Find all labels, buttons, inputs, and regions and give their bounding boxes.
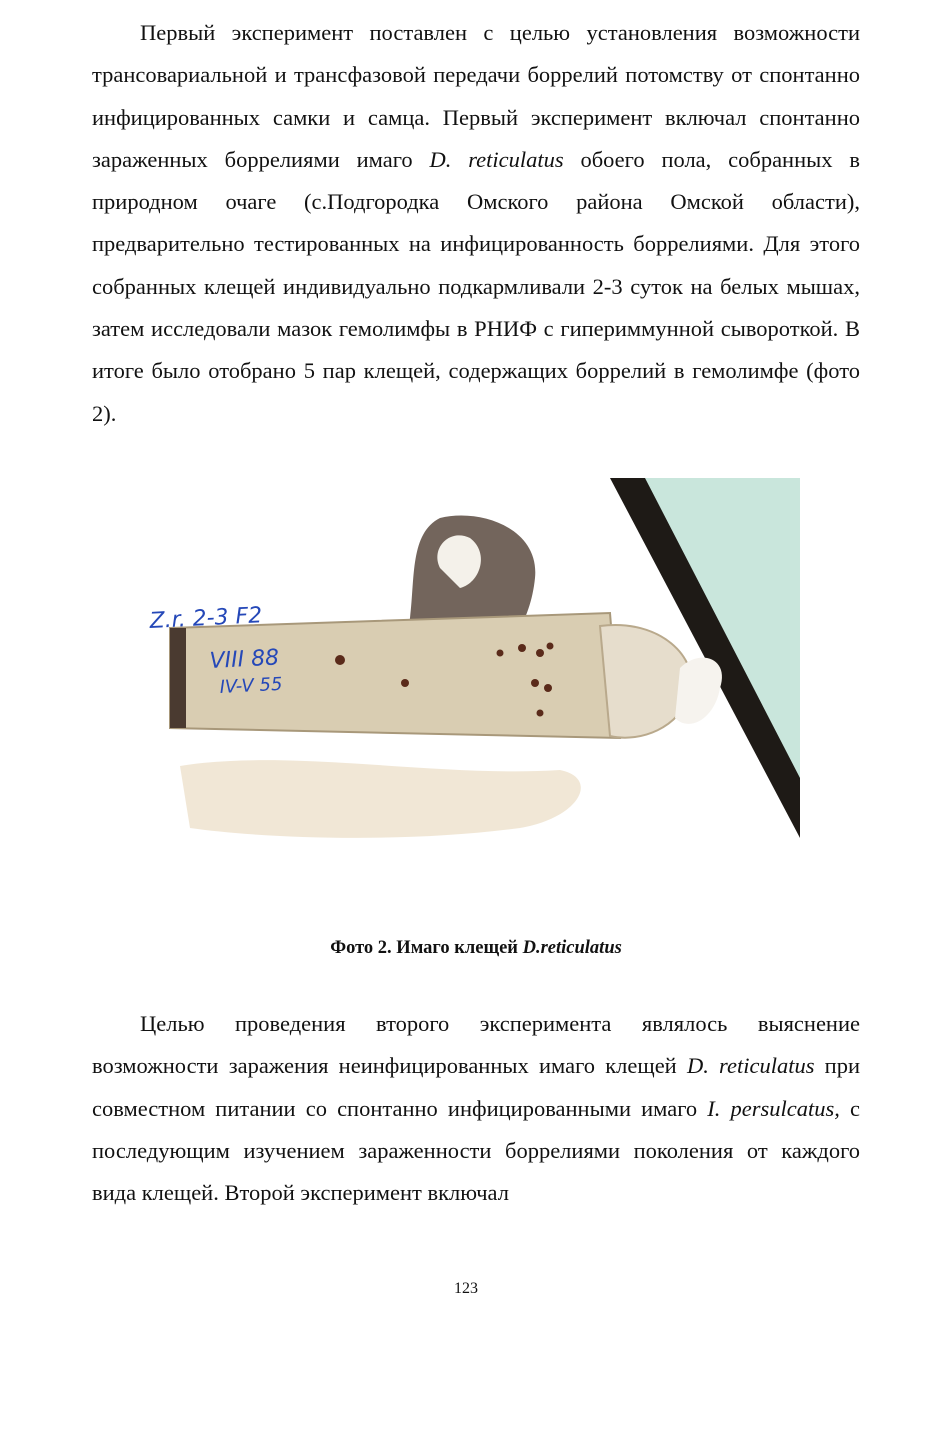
photo-tube-bottom [170,628,186,728]
tick-dot [547,643,554,650]
tube-label-1: Z.r. 2-3 F2 [149,603,263,634]
photo-smudge [180,760,581,838]
paragraph-2-text-b: при совместном питании со спонтанно инфицированными имаго [92,1053,861,1121]
paragraph-2 [92,1003,860,1214]
photo-illustration [140,478,800,890]
caption-label: Фото 2. Имаго клещей [330,938,523,958]
tube-label-2: VIII 88 [209,645,280,674]
tick-dot [497,650,504,657]
paragraph-2-text-c: с последующим изучением зараженности боррелиями поколения от каждого вида клещей. Второй эксперимент включал [92,1095,860,1206]
photo-ticks-in-tube [140,478,800,890]
paragraph-2-text-a: Целью проведения второго эксперимента являлось выяснение возможности заражения неинфицированных имаго клещей [92,1011,860,1079]
tick-dot [537,710,544,717]
tick-dot [518,644,526,652]
tick-dot [401,679,409,687]
tick-dot [531,679,539,687]
species-name: D. reticulatus [429,146,564,172]
tick-dot [536,649,544,657]
photo-cotton-plug [675,658,722,724]
paragraph-1 [92,12,860,435]
tick-dot [544,684,552,692]
photo-tube-cap [600,625,692,738]
page-number: 123 [454,1280,478,1297]
caption-species: D.reticulatus [522,938,622,958]
species-name: I. persulcatus, [707,1095,840,1121]
paragraph-1-text-b: обоего пола, собранных в природном очаге (с.Подгородка Омского района Омской области), предварительно тестированных на инфицированность боррелиями. Для этого собранных клещей индивидуально подкармливали 2-3 суток на белых мышах, затем исследовали мазок гемолимфы в РНИФ с гипериммунной сывороткой. В итоге было отобрано 5 пар клещей, содержащих боррелий в гемолимфе (фото 2). [92,146,860,426]
paragraph-1-text-a: Первый эксперимент поставлен с целью установления возможности трансовариальной и трансфазовой передачи боррелий потомству от спонтанно инфицированных самки и самца. Первый эксперимент включал спонтанно зараженных боррелиями имаго [92,20,860,172]
species-name: D. reticulatus [686,1053,815,1079]
photo-caption [0,938,952,959]
tick-dot [335,655,345,665]
tube-label-3: IV-V 55 [219,673,283,698]
